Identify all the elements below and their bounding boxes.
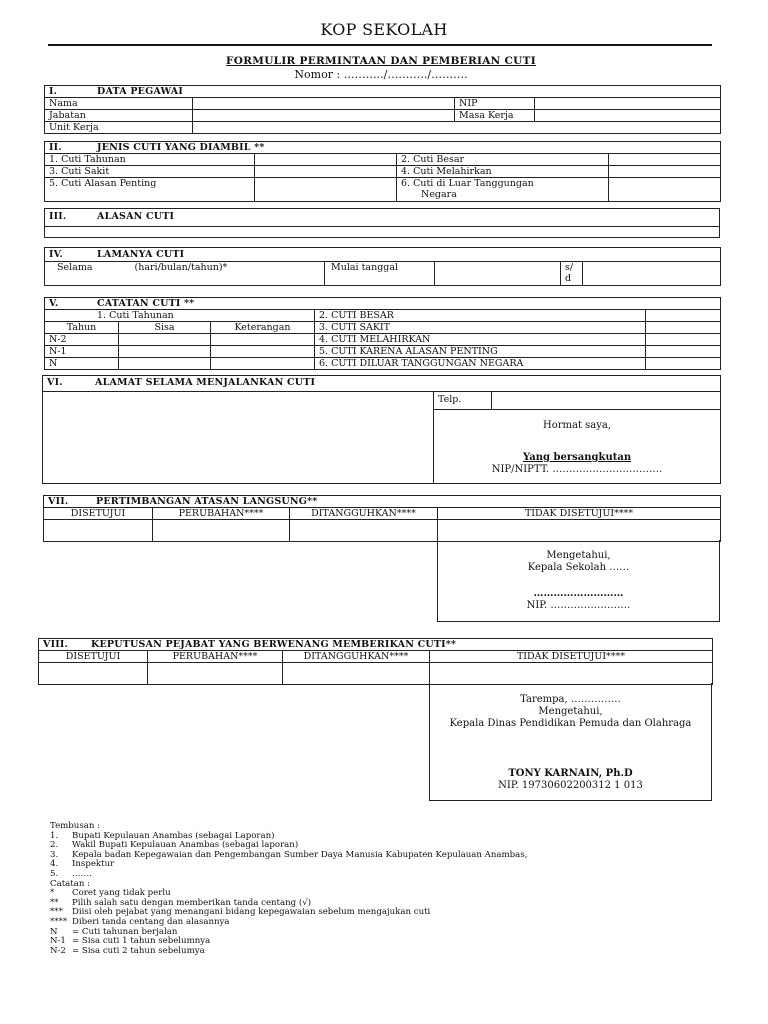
- catatan-item-key: ***: [50, 907, 63, 918]
- catatan-label: Catatan :: [50, 878, 91, 889]
- option-cuti-luar-tanggungan: 6. Cuti di Luar Tanggungan Negara: [397, 178, 609, 202]
- catatan-item-key: ****: [50, 916, 68, 927]
- nomor-field[interactable]: Nomor : ………../………../……….: [294, 68, 468, 81]
- section-header: VIII. KEPUTUSAN PEJABAT YANG BERWENANG MEMBERIKAN CUTI**: [39, 639, 713, 651]
- section-catatan-cuti: [44, 297, 721, 370]
- input-sampai-tanggal[interactable]: [583, 262, 721, 286]
- input-telp[interactable]: [492, 392, 721, 410]
- section-header: VI. ALAMAT SELAMA MENJALANKAN CUTI: [43, 376, 721, 392]
- input-cuti-melahirkan[interactable]: [646, 334, 721, 346]
- check-ditangguhkan[interactable]: [283, 663, 430, 685]
- section-header: VII. PERTIMBANGAN ATASAN LANGSUNG**: [44, 496, 721, 508]
- catatan-list: [50, 889, 527, 956]
- footer-notes: [50, 822, 527, 956]
- option-cuti-alasan-penting: 5. Cuti Alasan Penting: [45, 178, 255, 202]
- check-disetujui[interactable]: [39, 663, 148, 685]
- section-header: II. JENIS CUTI YANG DIAMBIL **: [45, 142, 721, 154]
- label-mulai-tanggal: Mulai tanggal: [325, 262, 435, 286]
- check-perubahan[interactable]: [153, 520, 290, 542]
- check-cuti-besar[interactable]: [609, 154, 721, 166]
- col-tidak-disetujui: TIDAK DISETUJUI****: [430, 651, 713, 663]
- check-disetujui[interactable]: [44, 520, 153, 542]
- label-sd: s/ d: [561, 262, 583, 286]
- section-pertimbangan: [43, 495, 721, 542]
- catatan-item-key: N-1: [50, 936, 66, 947]
- label-cuti-alasan-penting: 5. CUTI KARENA ALASAN PENTING: [315, 346, 646, 358]
- section-header: I. DATA PEGAWAI: [45, 86, 721, 98]
- option-cuti-sakit: 3. Cuti Sakit: [45, 166, 255, 178]
- label-satuan: (hari/bulan/tahun)*: [134, 262, 228, 273]
- col-keterangan: Keterangan: [211, 322, 315, 334]
- catatan-item-key: *: [50, 888, 55, 899]
- check-cuti-melahirkan[interactable]: [609, 166, 721, 178]
- input-keterangan-n2[interactable]: [211, 334, 315, 346]
- yang-bersangkutan: Yang bersangkutan: [522, 452, 632, 463]
- tembusan-item: [50, 851, 527, 861]
- section-data-pegawai: [44, 85, 721, 134]
- kepala-sekolah: Kepala Sekolah ……: [527, 562, 630, 573]
- input-cuti-alasan-penting[interactable]: [646, 346, 721, 358]
- input-unit-kerja[interactable]: [193, 122, 721, 134]
- input-nama[interactable]: [193, 98, 455, 110]
- catatan-item-text: Diberi tanda centang dan alasannya: [72, 916, 230, 927]
- section-header: IV. LAMANYA CUTI: [45, 248, 721, 262]
- check-cuti-sakit[interactable]: [255, 166, 397, 178]
- row-n2: N-2: [45, 334, 119, 346]
- label-unit-kerja: Unit Kerja: [45, 122, 193, 134]
- tembusan-item-text: Kepala badan Kepegawaian dan Pengembangan Sumber Daya Manusia Kabupaten Kepulauan Anambas,: [72, 849, 528, 860]
- check-tidak-disetujui[interactable]: [430, 663, 713, 685]
- tembusan-item-text: Wakil Bupati Kepulauan Anambas (sebagai laporan): [72, 840, 299, 851]
- signature-pegawai: [434, 410, 721, 484]
- catatan-item-key: **: [50, 897, 59, 908]
- form-title: FORMULIR PERMINTAAN DAN PEMBERIAN CUTI: [226, 55, 536, 67]
- catatan-item-text: Coret yang tidak perlu: [72, 888, 171, 899]
- catatan-item-text: = Sisa cuti 1 tahun sebelumnya: [72, 936, 211, 947]
- check-cuti-alasan-penting[interactable]: [255, 178, 397, 202]
- check-cuti-tahunan[interactable]: [255, 154, 397, 166]
- signature-kepala-sekolah: [437, 540, 720, 622]
- kop-divider: [48, 44, 712, 46]
- mengetahui: Mengetahui,: [546, 550, 611, 561]
- tembusan-item-key: 2.: [50, 840, 59, 851]
- kop-sekolah: KOP SEKOLAH: [320, 20, 448, 39]
- catatan-item-text: = Cuti tahunan berjalan: [72, 926, 178, 937]
- label-cuti-besar: 2. CUTI BESAR: [315, 310, 646, 322]
- input-mulai-tanggal[interactable]: [435, 262, 561, 286]
- input-keterangan-n1[interactable]: [211, 346, 315, 358]
- nama-kepala-dinas: TONY KARNAIN, Ph.D: [508, 768, 633, 779]
- label-cuti-melahirkan: 4. CUTI MELAHIRKAN: [315, 334, 646, 346]
- catatan-item-key: N: [50, 926, 58, 937]
- check-perubahan[interactable]: [148, 663, 283, 685]
- col-disetujui: DISETUJUI: [39, 651, 148, 663]
- tembusan-list: [50, 832, 527, 880]
- selama-cell[interactable]: [45, 262, 325, 286]
- col-tidak-disetujui: TIDAK DISETUJUI****: [438, 508, 721, 520]
- tempat-tanggal: Tarempa, ……………: [520, 694, 621, 705]
- input-sisa-n1[interactable]: [119, 346, 211, 358]
- kepsek-name-placeholder: ………………………: [533, 588, 624, 599]
- tembusan-item-text: …….: [72, 868, 92, 879]
- input-alasan-cuti[interactable]: [45, 227, 720, 238]
- hormat-saya: Hormat saya,: [542, 420, 612, 431]
- tembusan-item: [50, 860, 527, 870]
- nip-kepsek: NIP. ……………………: [526, 600, 631, 611]
- label-masa-kerja: Masa Kerja: [455, 110, 535, 122]
- label-jabatan: Jabatan: [45, 110, 193, 122]
- label-cuti-sakit: 3. CUTI SAKIT: [315, 322, 646, 334]
- section-lamanya-cuti: [44, 247, 721, 286]
- tembusan-item-key: 4.: [50, 859, 59, 870]
- col-ditangguhkan: DITANGGUHKAN****: [283, 651, 430, 663]
- input-cuti-besar[interactable]: [646, 310, 721, 322]
- input-sisa-n2[interactable]: [119, 334, 211, 346]
- label-nip: NIP: [455, 98, 535, 110]
- option-cuti-melahirkan: 4. Cuti Melahirkan: [397, 166, 609, 178]
- label-cuti-luar-tanggungan: 6. CUTI DILUAR TANGGUNGAN NEGARA: [315, 358, 646, 370]
- catatan-item-key: N-2: [50, 945, 66, 956]
- input-masa-kerja[interactable]: [535, 110, 721, 122]
- mengetahui: Mengetahui,: [538, 706, 603, 717]
- label-selama: Selama: [57, 262, 93, 273]
- nip-kepala-dinas: NIP. 19730602200312 1 013: [498, 780, 643, 791]
- tembusan-item-key: 1.: [50, 830, 59, 841]
- section-jenis-cuti: [44, 141, 721, 202]
- row-n1: N-1: [45, 346, 119, 358]
- col-disetujui: DISETUJUI: [44, 508, 153, 520]
- tembusan-item: [50, 870, 527, 880]
- col-sisa: Sisa: [119, 322, 211, 334]
- catatan-item-text: = Sisa cuti 2 tahun sebelumya: [72, 945, 205, 956]
- input-cuti-luar-tanggungan[interactable]: [646, 358, 721, 370]
- signature-kepala-dinas: [429, 683, 712, 801]
- tembusan-label: Tembusan :: [50, 821, 101, 831]
- nip-pegawai: NIP/NIPTT. ……………………………: [491, 464, 663, 475]
- section-header: III. ALASAN CUTI: [45, 209, 720, 227]
- input-cuti-sakit[interactable]: [646, 322, 721, 334]
- input-alamat[interactable]: [43, 392, 434, 484]
- tembusan-item-text: Inspektur: [72, 859, 115, 870]
- option-cuti-besar: 2. Cuti Besar: [397, 154, 609, 166]
- input-nip[interactable]: [535, 98, 721, 110]
- section-alasan-cuti: [44, 208, 720, 238]
- col-perubahan: PERUBAHAN****: [153, 508, 290, 520]
- catatan-item-text: Pilih salah satu dengan memberikan tanda centang (√): [72, 897, 312, 908]
- col-tahun: Tahun: [45, 322, 119, 334]
- check-ditangguhkan[interactable]: [290, 520, 438, 542]
- input-keterangan-n[interactable]: [211, 358, 315, 370]
- col-ditangguhkan: DITANGGUHKAN****: [290, 508, 438, 520]
- catatan-item-text: Diisi oleh pejabat yang menangani bidang kepegawaian sebelum mengajukan cuti: [72, 907, 431, 918]
- check-tidak-disetujui[interactable]: [438, 520, 721, 542]
- label-cuti-tahunan: 1. Cuti Tahunan: [45, 310, 315, 322]
- section-alamat: [42, 375, 721, 484]
- catatan-item: [50, 947, 527, 957]
- check-cuti-luar-tanggungan[interactable]: [609, 178, 721, 202]
- tembusan-item-key: 3.: [50, 849, 59, 860]
- section-header: V. CATATAN CUTI **: [45, 298, 721, 310]
- label-nama: Nama: [45, 98, 193, 110]
- input-sisa-n[interactable]: [119, 358, 211, 370]
- tembusan-item-text: Bupati Kepulauan Anambas (sebagai Laporan): [72, 830, 275, 841]
- section-keputusan: [38, 638, 713, 685]
- col-perubahan: PERUBAHAN****: [148, 651, 283, 663]
- label-telp: Telp.: [434, 392, 492, 410]
- tembusan-item-key: 5.: [50, 868, 59, 879]
- jabatan-kepala-dinas: Kepala Dinas Pendidikan Pemuda dan Olahraga: [449, 718, 692, 729]
- input-jabatan[interactable]: [193, 110, 455, 122]
- row-n: N: [45, 358, 119, 370]
- option-cuti-tahunan: 1. Cuti Tahunan: [45, 154, 255, 166]
